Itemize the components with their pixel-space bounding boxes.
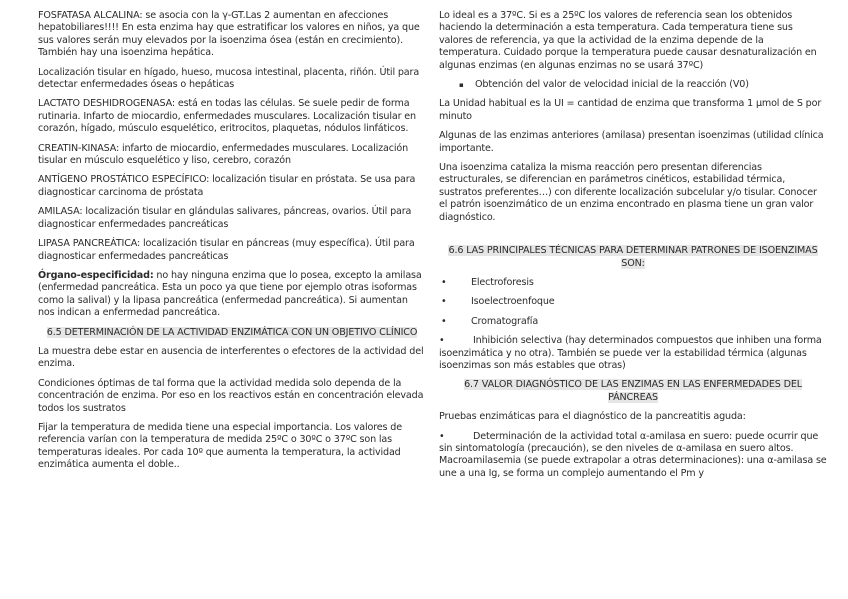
technique-item-text: Electroforesis xyxy=(471,276,534,288)
paragraph-fosfatasa-localizacion: Localización tisular en hígado, hueso, mucosa intestinal, placenta, riñón. Útil para detectar enfermedades óseas o hepáticas xyxy=(38,66,420,91)
paragraph-creatin-kinasa: CREATIN-KINASA: infarto de miocardio, enfermedades musculares. Localización tisular en músculo esquelético y liso, cerebro, corazón xyxy=(38,142,409,167)
paragraph-fosfatasa: FOSFATASA ALCALINA: se asocia con la γ-GT.Las 2 aumentan en afecciones hepatobiliares!!!! En esta enzima hay que estratificar los valores en niños, ya que sus valores serán muy elevados por la isoenzima ósea (están en crecimiento). También hay una isoenzima hepática. xyxy=(38,10,420,59)
paragraph-unidad: La Unidad habitual es la UI = cantidad de enzima que transforma 1 µmol de S por minuto xyxy=(439,98,822,122)
technique-item xyxy=(439,277,827,289)
technique-item xyxy=(439,316,827,328)
section-heading-6-7-text: 6.7 VALOR DIAGNÓSTICO DE LAS ENZIMAS EN LAS ENFERMEDADES DEL PÁNCREAS xyxy=(464,379,802,403)
paragraph-isoenzimas: Algunas de las enzimas anteriores (amilasa) presentan isoenzimas (utilidad clínica importante. xyxy=(439,130,824,154)
paragraph-lipasa: LIPASA PANCREÁTICA: localización tisular en páncreas (muy específica). Útil para diagnosticar enfermedades pancreáticas xyxy=(38,238,415,262)
bullet-marker: • xyxy=(439,430,445,442)
section-heading-6-5 xyxy=(38,327,426,339)
spacer xyxy=(439,231,827,245)
technique-inhibicion-text: Inhibición selectiva (hay determinados compuestos que inhiben una forma isoenzimática y no otra). También se puede ver la estabilidad térmica (algunas isoenzimas son más estables que otras) xyxy=(439,335,822,371)
organo-especificidad-term: Órgano-especificidad: xyxy=(38,269,154,281)
bullet-marker: • xyxy=(441,276,447,288)
technique-item-text: Cromatografía xyxy=(471,315,539,327)
technique-item xyxy=(439,296,827,308)
section-heading-6-6-text: 6.6 LAS PRINCIPALES TÉCNICAS PARA DETERMINAR PATRONES DE ISOENZIMAS SON: xyxy=(448,245,818,269)
bullet-amilasa-total xyxy=(439,431,827,481)
paragraph-isoenzima-definicion: Una isoenzima cataliza la misma reacción pero presentan diferencias estructurales, se diferencian en parámetros cinéticos, estabilidad térmica, sustratos preferentes…) con diferente localización subcelular y/o tisular. Conocer el patrón isoenzimático de un enzima encontrado en plasma tiene un gran valor diagnóstico. xyxy=(439,162,817,223)
right-column xyxy=(439,10,827,487)
technique-inhibicion xyxy=(439,335,827,372)
paragraph-antigeno-prostatico: ANTÍGENO PROSTÁTICO ESPECÍFICO: localización tisular en próstata. Se usa para diagnosticar carcinoma de próstata xyxy=(38,174,416,198)
bullet-marker: ▪ xyxy=(459,81,464,90)
paragraph-organo-especificidad xyxy=(38,270,426,320)
bullet-marker: • xyxy=(439,335,445,347)
paragraph-condiciones: Condiciones óptimas de tal forma que la actividad medida solo dependa de la concentración de enzima. Por eso en los reactivos están en concentración elevada todos los sustratos xyxy=(38,377,424,414)
bullet-marker: • xyxy=(441,296,447,308)
section-heading-6-7 xyxy=(439,379,827,404)
paragraph-muestra: La muestra debe estar en ausencia de interferentes o efectores de la actividad del enzima. xyxy=(38,345,424,370)
paragraph-temperatura-ideal: Lo ideal es a 37ºC. Si es a 25ºC los valores de referencia sean los obtenidos haciendo la determinación a esta temperatura. Cada temperatura tiene sus valores de referencia, ya que la actividad de la enzima depende de la temperatura. Cuidado porque la temperatura puede causar desnaturalización en algunas enzimas (en algunas enzimas no se usará 37ºC) xyxy=(439,10,817,71)
bullet-velocidad-inicial xyxy=(439,79,827,91)
section-heading-6-5-text: 6.5 DETERMINACIÓN DE LA ACTIVIDAD ENZIMÁTICA CON UN OBJETIVO CLÍNICO xyxy=(46,326,418,338)
paragraph-lactato: LACTATO DESHIDROGENASA: está en todas las células. Se suele pedir de forma rutinaria. Infarto de miocardio, enfermedades musculares. Localización tisular en corazón, hígado, músculo esquelético, eritrocitos, plaquetas, nódulos linfáticos. xyxy=(38,98,416,135)
section-heading-6-6 xyxy=(439,245,827,270)
left-column xyxy=(38,10,426,479)
paragraph-amilasa: AMILASA: localización tisular en glándulas salivares, páncreas, ovarios. Útil para diagnosticar enfermedades pancreáticas xyxy=(38,206,412,230)
bullet-marker: • xyxy=(441,315,447,327)
paragraph-temperatura: Fijar la temperatura de medida tiene una especial importancia. Los valores de referencia varían con la temperatura de medida 25ºC o 30ºC o 37ºC son las temperaturas ideales. Por cada 10º que aumenta la temperatura, la actividad enzimática aumenta el doble.. xyxy=(38,421,402,471)
technique-item-text: Isoelectroenfoque xyxy=(471,296,555,308)
bullet-velocidad-inicial-text: Obtención del valor de velocidad inicial de la reacción (V0) xyxy=(475,79,749,91)
organo-especificidad-text: no hay ninguna enzima que lo posea, excepto la amilasa (enfermedad pancreática. Esta un poco ya que tiene por ejemplo otras isoformas como la salival) y la lipasa pancreática (enfermedad pancreática). Si aumentan nos indican a enfermedad pancreática. xyxy=(38,269,422,319)
paragraph-pruebas: Pruebas enzimáticas para el diagnóstico de la pancreatitis aguda: xyxy=(439,411,746,423)
bullet-amilasa-total-text: Determinación de la actividad total α-amilasa en suero: puede ocurrir que sin sintomatología (precaución), se den niveles de α-amilasa en suero altos. Macroamilasemia (se puede extrapolar a otras determinaciones): una α-amilasa se une a una Ig, se forma un complejo aumentando el Pm y xyxy=(439,430,827,479)
